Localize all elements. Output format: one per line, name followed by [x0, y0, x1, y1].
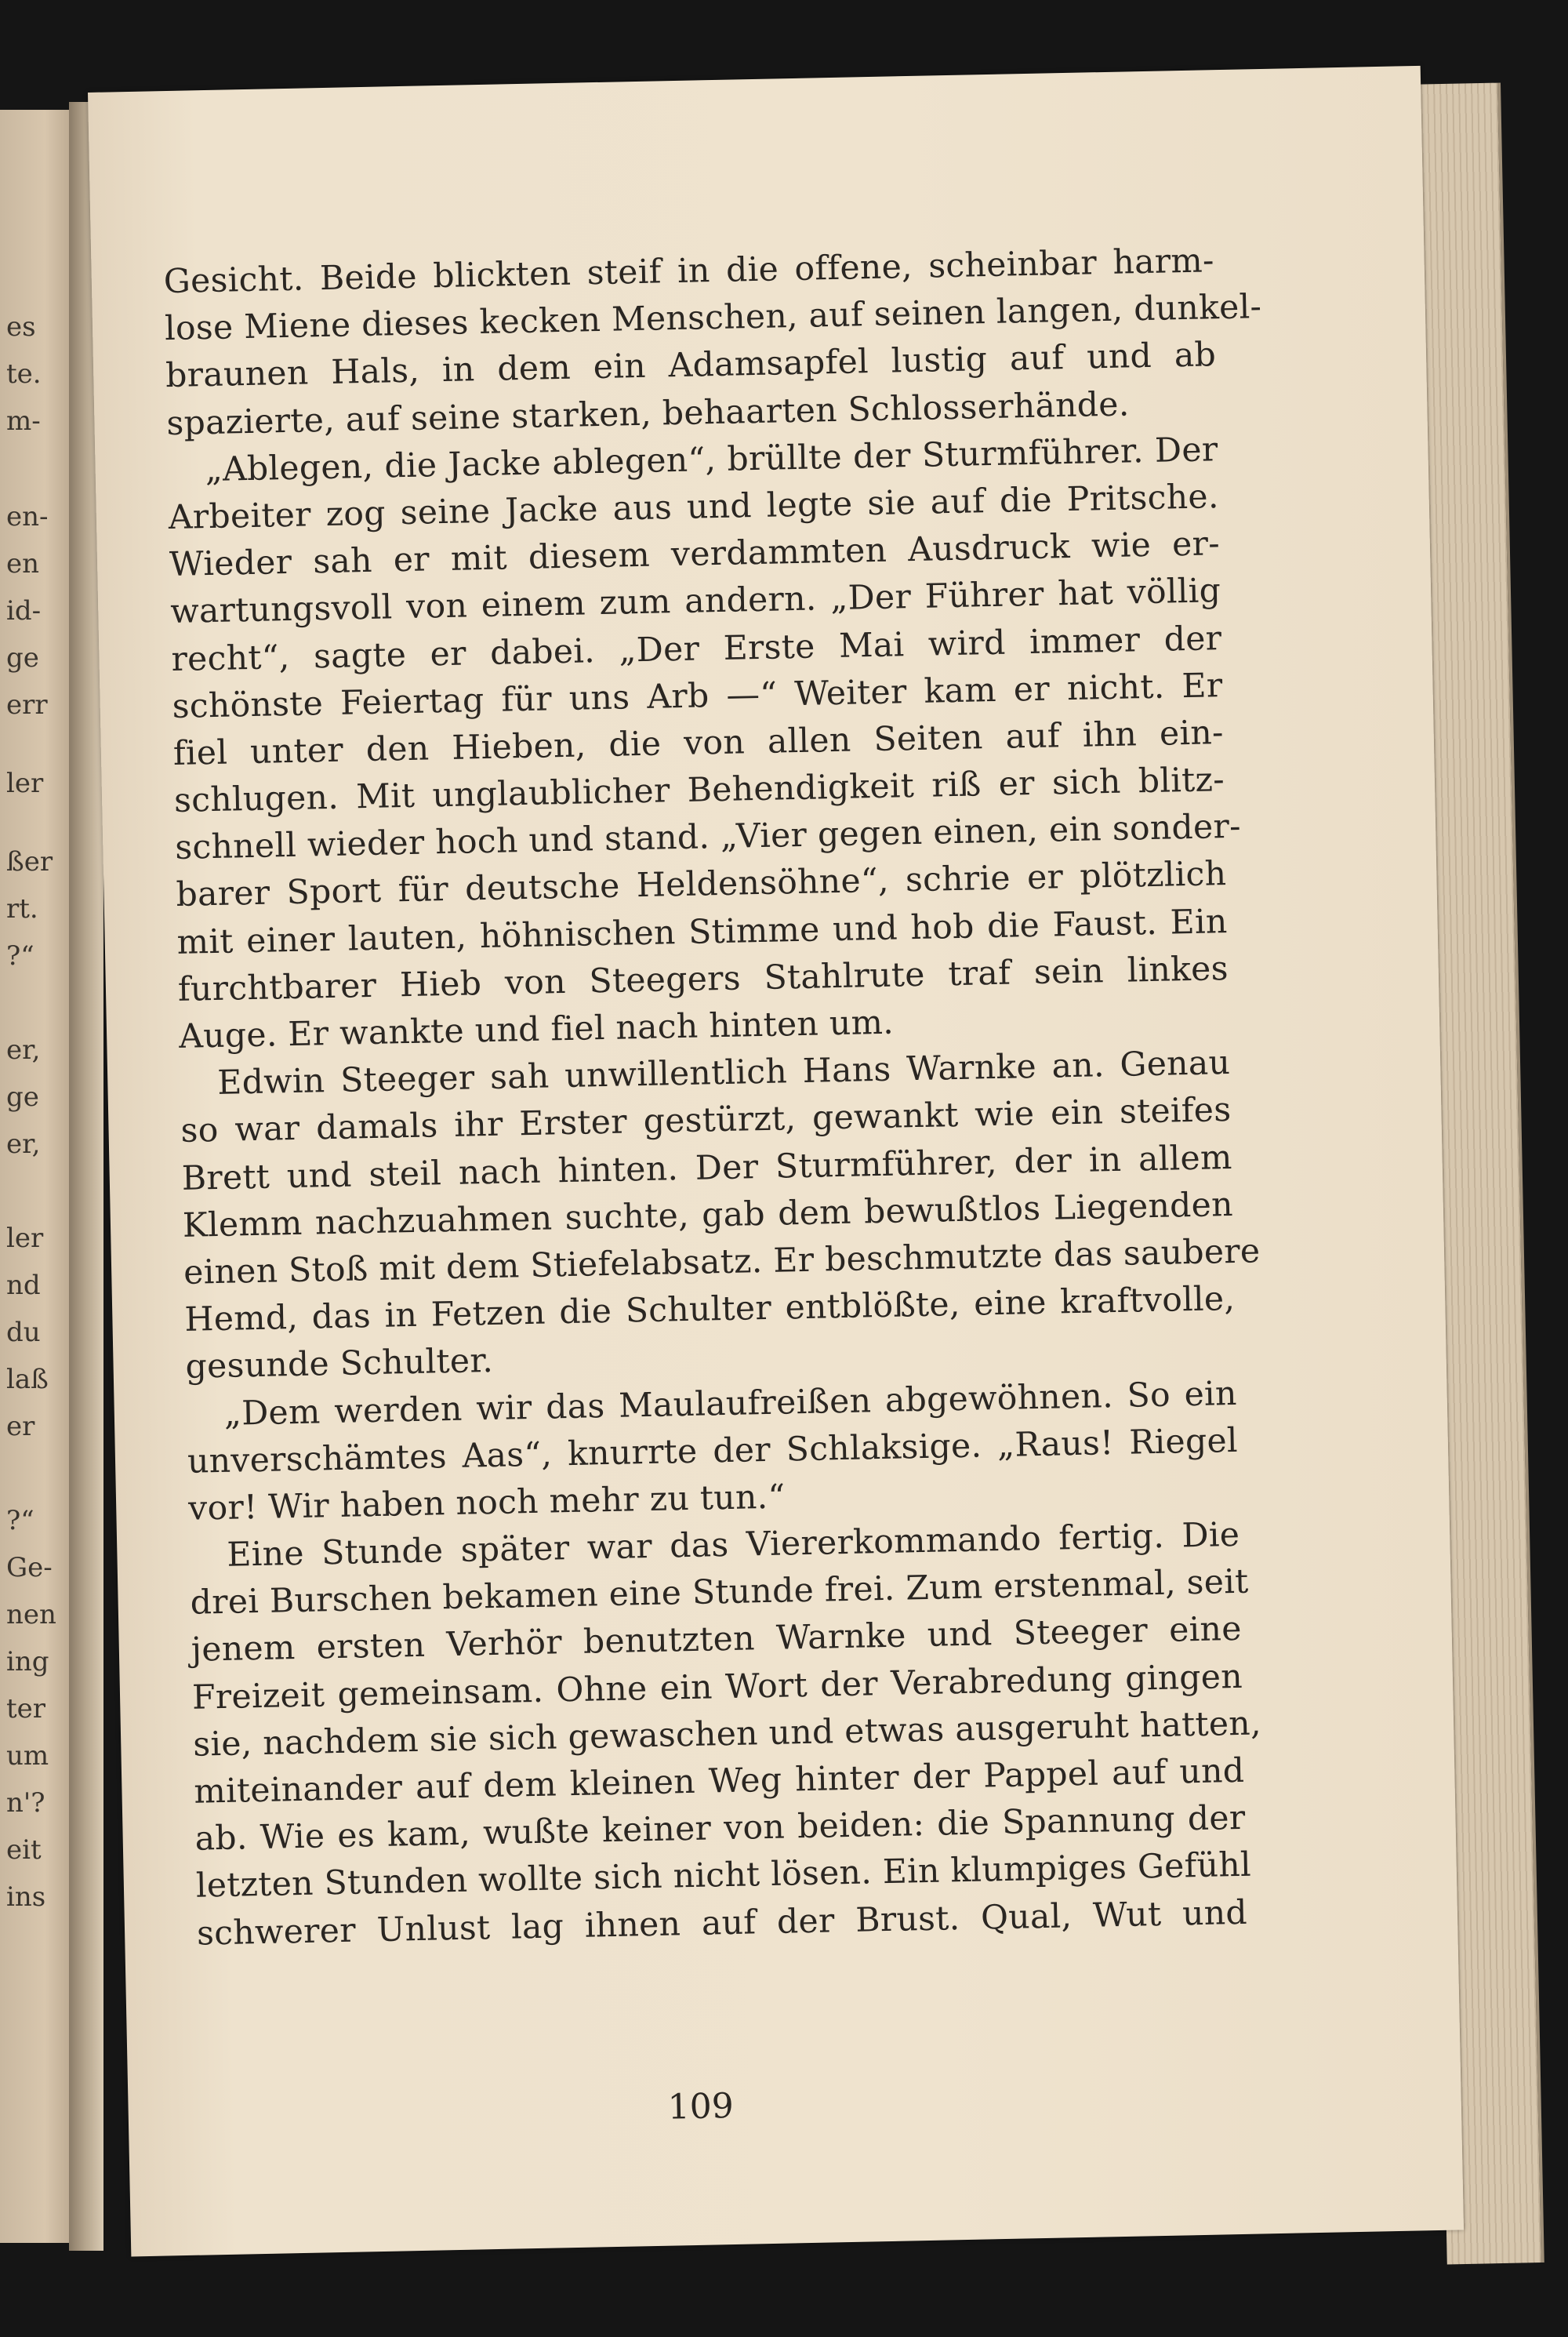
- facing-page-fragment: nd: [6, 1270, 41, 1301]
- text-line: Freizeit gemeinsam. Ohne ein Wort der Verabredung gingen: [191, 1657, 1243, 1717]
- facing-page-fragments: [0, 110, 75, 2243]
- facing-page-fragment: ler: [6, 768, 44, 799]
- text-line: einen Stoß mit dem Stiefelabsatz. Er beschmutzte das saubere: [183, 1232, 1261, 1292]
- text-line: gesunde Schulter.: [185, 1342, 494, 1387]
- facing-page-fragment: ?“: [6, 1505, 34, 1536]
- facing-page-fragment: rt.: [6, 893, 38, 925]
- text-line: „Ablegen, die Jacke ablegen“, brüllte der Sturmführer. Der: [205, 430, 1218, 489]
- text-line: vor! Wir haben noch mehr zu tun.“: [187, 1477, 786, 1528]
- text-line: „Dem werden wir das Maulaufreißen abgewöhnen. So ein: [223, 1374, 1238, 1434]
- facing-page-fragment: laß: [6, 1364, 49, 1395]
- facing-page-fragment: ter: [6, 1693, 46, 1725]
- facing-page-fragment: ?“: [6, 940, 34, 972]
- page-number: 109: [667, 2085, 735, 2128]
- text-line: drei Burschen bekamen eine Stunde frei. Zum erstenmal, seit: [190, 1562, 1249, 1623]
- text-line: Hemd, das in Fetzen die Schulter entblößte, eine kraftvolle,: [183, 1280, 1236, 1339]
- facing-page-fragment: te.: [6, 358, 42, 390]
- text-line: Gesicht. Beide blickten steif in die offene, scheinbar harm-: [163, 242, 1215, 302]
- facing-page-fragment: n'?: [6, 1787, 45, 1819]
- text-line: spazierte, auf seine starken, behaarten Schlosserhände.: [166, 384, 1131, 443]
- text-line: Klemm nachzuahmen suchte, gab dem bewußtlos Liegenden: [182, 1185, 1234, 1245]
- text-line: wartungsvoll von einem zum andern. „Der Führer hat völlig: [169, 572, 1221, 632]
- facing-page-fragment: eit: [6, 1834, 42, 1866]
- facing-page-fragment: es: [6, 311, 36, 343]
- text-line: furchtbarer Hieb von Steegers Stahlrute traf sein linkes: [177, 949, 1229, 1009]
- facing-page-fragment: ins: [6, 1881, 46, 1913]
- text-line: sie, nachdem sie sich gewaschen und etwas ausgeruht hatten,: [192, 1704, 1262, 1765]
- text-line: Eine Stunde später war das Viererkommando fertig. Die: [226, 1515, 1240, 1575]
- text-line: schwerer Unlust lag ihnen auf der Brust. Qual, Wut und: [196, 1893, 1248, 1954]
- text-line: schnell wieder hoch und stand. „Vier gegen einen, ein sonder-: [174, 807, 1242, 868]
- facing-page-fragment: nen: [6, 1599, 56, 1630]
- text-line: fiel unter den Hieben, die von allen Seiten auf ihn ein-: [172, 713, 1225, 773]
- facing-page-fragment: ing: [6, 1646, 49, 1677]
- facing-page-fragment: ge: [6, 642, 39, 674]
- text-line: so war damals ihr Erster gestürzt, gewankt wie ein steifes: [180, 1091, 1232, 1151]
- text-line: Wieder sah er mit diesem verdammten Ausdruck wie er-: [169, 525, 1221, 585]
- facing-page-fragment: id-: [6, 595, 42, 627]
- facing-page-fragment: er,: [6, 1034, 41, 1066]
- text-line: barer Sport für deutsche Heldensöhne“, schrie er plötzlich: [176, 855, 1227, 915]
- facing-page-fragment: um: [6, 1740, 49, 1772]
- text-line: mit einer lauten, höhnischen Stimme und hob die Faust. Ein: [176, 902, 1229, 962]
- facing-page-edge: [0, 110, 75, 2243]
- text-line: braunen Hals, in dem ein Adamsapfel lustig auf und ab: [165, 336, 1217, 396]
- facing-page-fragment: ge: [6, 1081, 39, 1113]
- text-line: miteinander auf dem kleinen Weg hinter der Pappel auf und: [194, 1751, 1245, 1812]
- facing-page-fragment: en: [6, 548, 40, 580]
- text-line: recht“, sagte er dabei. „Der Erste Mai wird immer der: [171, 619, 1222, 679]
- facing-page-fragment: er: [6, 1411, 35, 1442]
- facing-page-fragment: en-: [6, 501, 49, 532]
- text-line: schlugen. Mit unglaublicher Behendigkeit riß er sich blitz-: [173, 761, 1225, 821]
- facing-page-fragment: Ge-: [6, 1552, 53, 1583]
- facing-page-fragment: ßer: [6, 846, 53, 878]
- facing-page-fragment: du: [6, 1317, 41, 1348]
- text-line: Brett und steil nach hinten. Der Sturmführer, der in allem: [181, 1138, 1233, 1198]
- text-line: Arbeiter zog seine Jacke aus und legte sie auf die Pritsche.: [168, 478, 1220, 537]
- text-line: letzten Stunden wollte sich nicht lösen. Ein klumpiges Gefühl: [195, 1846, 1252, 1906]
- text-line: unverschämtes Aas“, knurrte der Schlaksige. „Raus! Riegel: [187, 1421, 1239, 1481]
- text-line: ab. Wie es kam, wußte keiner von beiden: die Spannung der: [194, 1799, 1246, 1859]
- text-line: schönste Feiertag für uns Arb —“ Weiter kam er nicht. Er: [172, 666, 1223, 726]
- text-line: Auge. Er wankte und fiel nach hinten um.: [178, 1003, 895, 1056]
- facing-page-fragment: m-: [6, 405, 41, 437]
- facing-page-fragment: err: [6, 689, 48, 721]
- text-line: jenem ersten Verhör benutzten Warnke und Steeger eine: [191, 1610, 1243, 1670]
- book-page: [88, 66, 1464, 2257]
- text-line: Edwin Steeger sah unwillentlich Hans Warnke an. Genau: [216, 1044, 1231, 1103]
- facing-page-fragment: ler: [6, 1223, 44, 1254]
- body-text: [163, 238, 1262, 1957]
- facing-page-fragment: er,: [6, 1129, 41, 1160]
- text-line: lose Miene dieses kecken Menschen, auf seinen langen, dunkel-: [164, 288, 1262, 349]
